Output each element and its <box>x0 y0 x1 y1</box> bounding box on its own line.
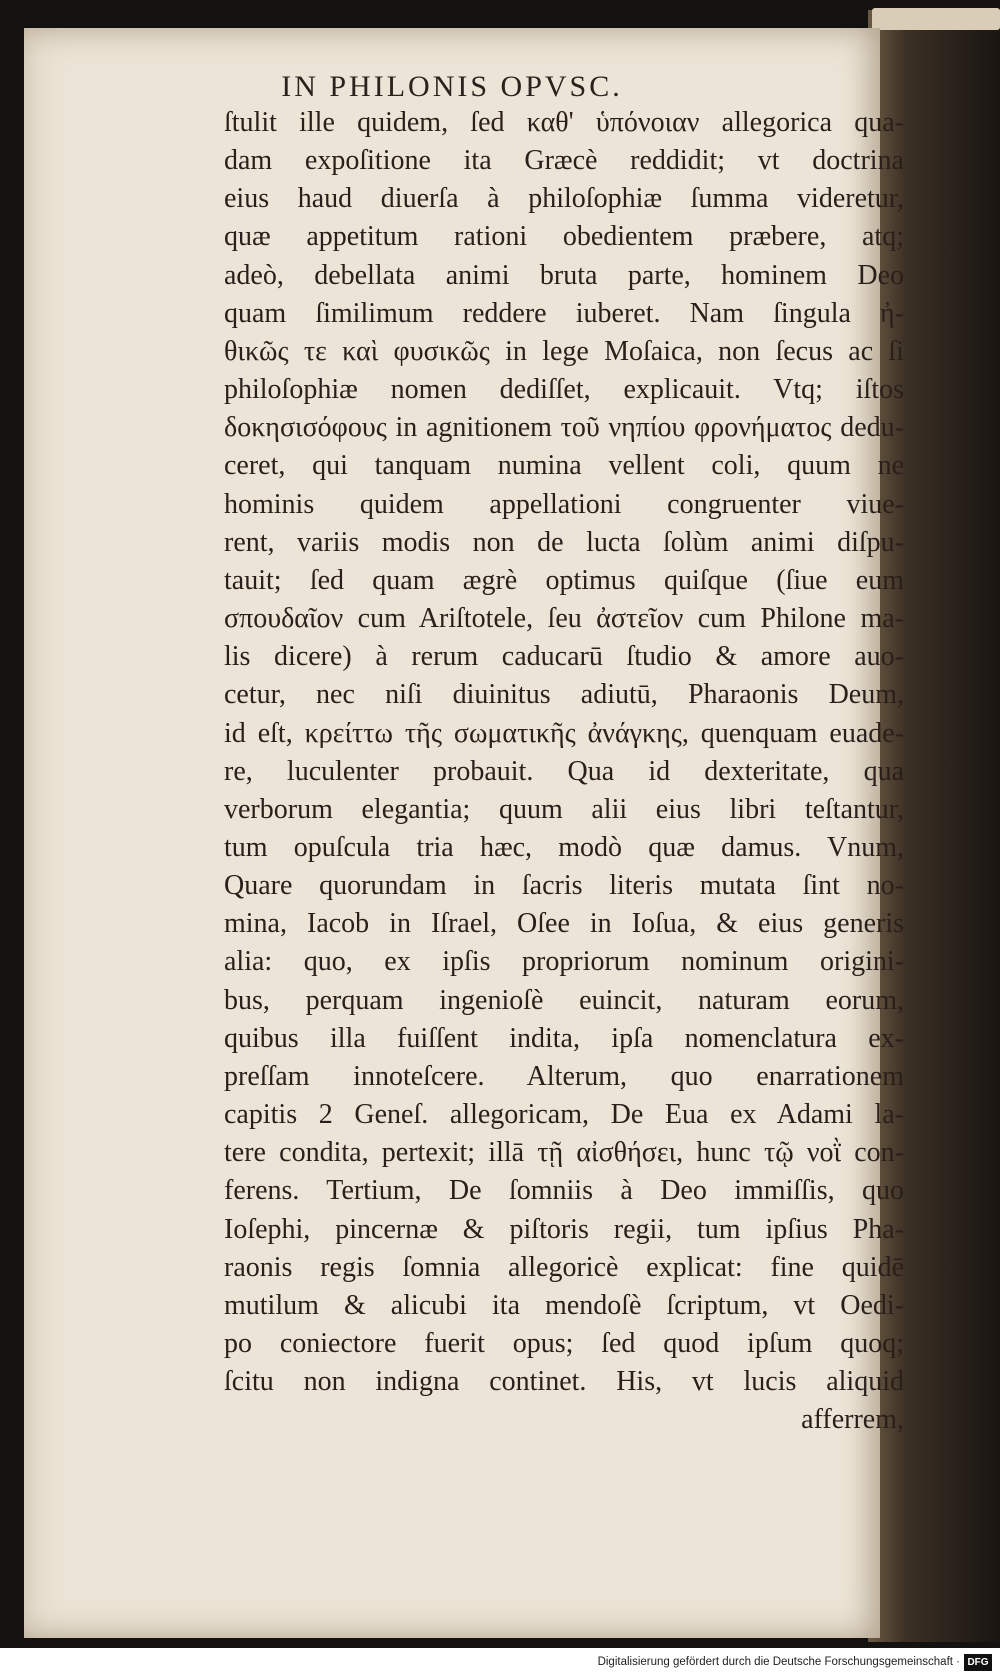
text-line: ceret, qui tanquam numina vellent coli, quum ne <box>224 450 904 482</box>
text-line: ſcitu non indigna continet. His, vt lucis aliquid <box>224 1366 904 1398</box>
text-line: dam expoſitione ita Græcè reddidit; vt doctrina <box>224 145 904 177</box>
text-line: θικῶς τε καὶ φυσικῶς in lege Moſaica, non ſecus ac ſi <box>224 335 904 367</box>
text-line: ferens. Tertium, De ſomniis à Deo immiſſis, quo <box>224 1175 904 1207</box>
text-line: quæ appetitum rationi obedientem præbere, atq; <box>224 221 904 253</box>
text-line: raonis regis ſomnia allegoricè explicat: fine quidē <box>224 1251 904 1283</box>
text-line: tauit; ſed quam ægrè optimus quiſque (ſiue eum <box>224 564 904 596</box>
funding-credit: Digitalisierung gefördert durch die Deutsche Forschungsgemeinschaft · <box>597 1656 960 1668</box>
text-line: σπουδαῖον cum Ariſtotele, ſeu ἀστεῖον cum Philone ma- <box>224 603 904 635</box>
text-line: Ioſephi, pincernæ & piſtoris regii, tum ipſius Pha- <box>224 1213 904 1245</box>
text-line: quibus illa fuiſſent indita, ipſa nomenclatura ex- <box>224 1022 904 1054</box>
text-line: mina, Iacob in Iſrael, Oſee in Ioſua, & eius generis <box>224 908 904 940</box>
text-line: cetur, nec niſi diuinitus adiutū, Pharaonis Deum, <box>224 679 904 711</box>
text-line: mutilum & alicubi ita mendoſè ſcriptum, vt Oedi- <box>224 1289 904 1321</box>
running-head: IN PHILONIS OPVSC. <box>281 70 623 103</box>
text-line: capitis 2 Geneſ. allegoricam, De Eua ex Adami la- <box>224 1099 904 1131</box>
text-line: quam ſimilimum reddere iuberet. Nam ſingula ἠ- <box>224 297 904 329</box>
text-line: adeò, debellata animi bruta parte, hominem Deo <box>224 259 904 291</box>
text-line: alia: quo, ex ipſis propriorum nominum origini- <box>224 946 904 978</box>
page-edge-strip <box>872 8 1000 30</box>
text-line: ſtulit ille quidem, ſed καθ' ὑπόνοιαν allegorica qua- <box>224 107 904 138</box>
text-line: philoſophiæ nomen dediſſet, explicauit. Vtq; iſtos <box>224 374 904 406</box>
text-line: verborum elegantia; quum alii eius libri teſtantur, <box>224 793 904 825</box>
text-line: id eſt, κρείττω τῆς σωματικῆς ἀνάγκης, quenquam euade- <box>224 717 904 749</box>
text-line: tum opuſcula tria hæc, modò quæ damus. Vnum, <box>224 831 904 863</box>
footer-bar <box>0 1648 1000 1680</box>
text-line: Quare quorundam in ſacris literis mutata ſint no- <box>224 870 904 902</box>
text-line: eius haud diuerſa à philoſophiæ ſumma videretur, <box>224 183 904 215</box>
text-line: po coniectore fuerit opus; ſed quod ipſum quoq; <box>224 1328 904 1359</box>
text-line: rent, variis modis non de lucta ſolùm animi diſpu- <box>224 526 904 558</box>
text-line: bus, perquam ingenioſè euincit, naturam eorum, <box>224 984 904 1016</box>
text-line: preſſam innoteſcere. Alterum, quo enarrationem <box>224 1060 904 1092</box>
page-body-text <box>224 104 904 1439</box>
text-line: hominis quidem appellationi congruenter viue- <box>224 488 904 520</box>
text-line: re, luculenter probauit. Qua id dexteritate, qua <box>224 755 904 787</box>
text-line: lis dicere) à rerum caducarū ſtudio & amore auo- <box>224 641 904 673</box>
text-line: tere condita, pertexit; illā τῇ αἰσθήσει, hunc τῷ νοῒ con- <box>224 1137 904 1169</box>
dfg-logo-icon: DFG <box>964 1654 992 1671</box>
catchword: afferrem, <box>801 1404 904 1436</box>
text-line: δοκησισόφους in agnitionem τοῦ νηπίου φρονήματος dedu- <box>224 412 904 444</box>
